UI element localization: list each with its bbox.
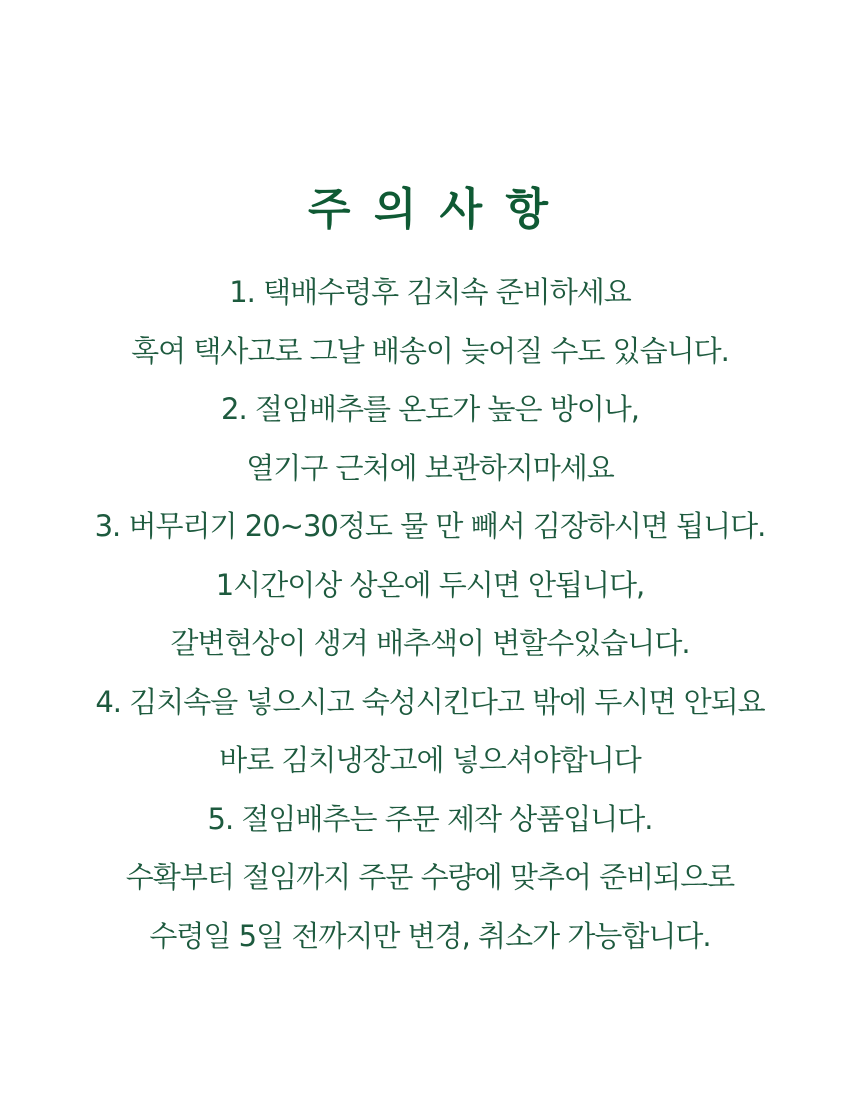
notice-line-2-detail: 열기구 근처에 보관하지마세요 [246,450,614,485]
notice-line-2-heading: 2. 절임배추를 온도가 높은 방이나, [221,392,639,426]
notice-title: 주 의 사 항 [308,184,552,235]
notice-line-3-detail-b: 갈변현상이 생겨 배추색이 변할수있습니다. [170,626,690,660]
notice-lines [0,263,860,965]
notice-line-4-detail: 바로 김치냉장고에 넣으셔야합니다 [219,743,641,777]
notice-line-1-detail: 혹여 택사고로 그날 배송이 늦어질 수도 있습니다. [131,333,729,368]
notice-line-1-heading: 1. 택배수령후 김치속 준비하세요 [229,275,631,309]
notice-line-5-heading: 5. 절임배추는 주문 제작 상품입니다. [207,801,653,836]
notice-line-5-detail-a: 수확부터 절임까지 주문 수량에 맞추어 준비되으로 [125,860,735,894]
notice-line-3-heading: 3. 버무리기 20~30정도 물 만 빼서 김장하시면 됩니다. [94,509,766,543]
notice-line-4-heading: 4. 김치속을 넣으시고 숙성시킨다고 밖에 두시면 안되요 [95,684,765,719]
notice-line-5-detail-b: 수령일 5일 전까지만 변경, 취소가 가능합니다. [149,918,711,953]
notice-line-3-detail-a: 1시간이상 상온에 두시면 안됩니다, [215,567,645,602]
